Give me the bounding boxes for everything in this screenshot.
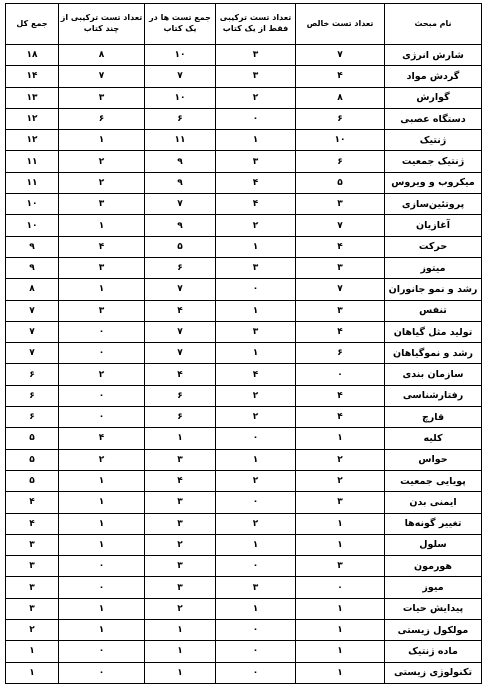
cell-topic: سلول	[385, 534, 482, 555]
cell-total-one-book: ۳	[145, 556, 216, 577]
table-row	[6, 492, 482, 513]
table-row	[6, 577, 482, 598]
cell-grand-total: ۱۲	[6, 108, 59, 129]
cell-total-one-book: ۱۱	[145, 130, 216, 151]
cell-combo-one-book: ۱	[216, 534, 296, 555]
cell-grand-total: ۳	[6, 598, 59, 619]
table-row	[6, 108, 482, 129]
cell-combo-multi-book: ۷	[59, 66, 145, 87]
cell-combo-one-book: ۱	[216, 300, 296, 321]
cell-single: ۵	[296, 172, 385, 193]
cell-single: ۷	[296, 215, 385, 236]
cell-topic: رفتارشناسی	[385, 385, 482, 406]
cell-combo-multi-book: ۱	[59, 534, 145, 555]
header-combo-one-book: تعداد تست ترکیبی فقط از یک کتاب	[216, 4, 296, 45]
cell-topic: پویایی جمعیت	[385, 470, 482, 491]
table-row	[6, 257, 482, 278]
table-row	[6, 45, 482, 66]
cell-grand-total: ۱۰	[6, 215, 59, 236]
cell-topic: آغازیان	[385, 215, 482, 236]
cell-combo-one-book: ۲	[216, 513, 296, 534]
cell-topic: تولید مثل گیاهان	[385, 321, 482, 342]
cell-combo-multi-book: ۳	[59, 300, 145, 321]
cell-grand-total: ۱۸	[6, 45, 59, 66]
cell-grand-total: ۹	[6, 236, 59, 257]
cell-combo-multi-book: ۰	[59, 556, 145, 577]
table-row	[6, 662, 482, 683]
cell-combo-one-book: ۰	[216, 492, 296, 513]
cell-total-one-book: ۲	[145, 534, 216, 555]
cell-single: ۱	[296, 534, 385, 555]
cell-total-one-book: ۱	[145, 641, 216, 662]
cell-grand-total: ۱۰	[6, 194, 59, 215]
cell-total-one-book: ۶	[145, 108, 216, 129]
cell-combo-multi-book: ۰	[59, 407, 145, 428]
cell-combo-one-book: ۰	[216, 279, 296, 300]
cell-grand-total: ۱	[6, 641, 59, 662]
cell-grand-total: ۷	[6, 321, 59, 342]
cell-combo-one-book: ۲	[216, 470, 296, 491]
table-row	[6, 172, 482, 193]
cell-topic: شارش انرژی	[385, 45, 482, 66]
cell-single: ۱	[296, 598, 385, 619]
cell-single: ۳	[296, 556, 385, 577]
table-row	[6, 343, 482, 364]
cell-combo-multi-book: ۱	[59, 470, 145, 491]
cell-combo-multi-book: ۳	[59, 257, 145, 278]
cell-combo-multi-book: ۳	[59, 87, 145, 108]
header-single: تعداد تست خالص	[296, 4, 385, 45]
cell-combo-multi-book: ۰	[59, 641, 145, 662]
cell-total-one-book: ۳	[145, 492, 216, 513]
cell-combo-multi-book: ۴	[59, 236, 145, 257]
cell-combo-multi-book: ۲	[59, 172, 145, 193]
cell-combo-one-book: ۱	[216, 343, 296, 364]
cell-total-one-book: ۳	[145, 577, 216, 598]
cell-combo-multi-book: ۱	[59, 279, 145, 300]
cell-single: ۱	[296, 662, 385, 683]
cell-single: ۷	[296, 45, 385, 66]
cell-topic: رشد و نمو جانوران	[385, 279, 482, 300]
table-row	[6, 279, 482, 300]
cell-topic: سازمان بندی	[385, 364, 482, 385]
cell-grand-total: ۵	[6, 428, 59, 449]
cell-combo-one-book: ۰	[216, 428, 296, 449]
cell-total-one-book: ۱	[145, 620, 216, 641]
cell-topic: ماده ژنتیک	[385, 641, 482, 662]
cell-topic: ایمنی بدن	[385, 492, 482, 513]
cell-combo-one-book: ۴	[216, 194, 296, 215]
table-row	[6, 449, 482, 470]
cell-single: ۰	[296, 364, 385, 385]
cell-topic: میکروب و ویروس	[385, 172, 482, 193]
cell-single: ۶	[296, 108, 385, 129]
table-row	[6, 194, 482, 215]
table-row	[6, 130, 482, 151]
cell-grand-total: ۱	[6, 662, 59, 683]
cell-total-one-book: ۷	[145, 279, 216, 300]
cell-combo-multi-book: ۲	[59, 364, 145, 385]
cell-single: ۸	[296, 87, 385, 108]
cell-topic: تنفس	[385, 300, 482, 321]
table-body	[6, 45, 482, 684]
cell-grand-total: ۱۴	[6, 66, 59, 87]
cell-topic: دستگاه عصبی	[385, 108, 482, 129]
cell-topic: مولکول زیستی	[385, 620, 482, 641]
cell-combo-one-book: ۰	[216, 641, 296, 662]
table-row	[6, 66, 482, 87]
cell-topic: پروتئین‌سازی	[385, 194, 482, 215]
header-total-one-book: جمع تست ها در یک کتاب	[145, 4, 216, 45]
cell-combo-one-book: ۱	[216, 130, 296, 151]
cell-combo-multi-book: ۲	[59, 151, 145, 172]
cell-combo-one-book: ۰	[216, 556, 296, 577]
cell-grand-total: ۳	[6, 534, 59, 555]
cell-total-one-book: ۲	[145, 598, 216, 619]
cell-combo-one-book: ۱	[216, 449, 296, 470]
cell-total-one-book: ۱۰	[145, 87, 216, 108]
cell-topic: کلیه	[385, 428, 482, 449]
cell-combo-one-book: ۴	[216, 172, 296, 193]
cell-topic: حواس	[385, 449, 482, 470]
cell-combo-multi-book: ۰	[59, 385, 145, 406]
cell-combo-one-book: ۳	[216, 66, 296, 87]
table-header-row	[6, 4, 482, 45]
cell-single: ۱	[296, 428, 385, 449]
cell-topic: قارچ	[385, 407, 482, 428]
cell-grand-total: ۷	[6, 300, 59, 321]
table-row	[6, 470, 482, 491]
cell-combo-multi-book: ۱	[59, 492, 145, 513]
cell-topic: میوز	[385, 577, 482, 598]
cell-grand-total: ۱۲	[6, 130, 59, 151]
cell-topic: رشد و نموگیاهان	[385, 343, 482, 364]
cell-single: ۴	[296, 236, 385, 257]
cell-total-one-book: ۷	[145, 66, 216, 87]
table-row	[6, 151, 482, 172]
cell-topic: گوارش	[385, 87, 482, 108]
cell-total-one-book: ۶	[145, 407, 216, 428]
cell-combo-multi-book: ۱	[59, 598, 145, 619]
table-row	[6, 534, 482, 555]
cell-combo-multi-book: ۲	[59, 449, 145, 470]
cell-grand-total: ۷	[6, 343, 59, 364]
table-row	[6, 364, 482, 385]
cell-combo-one-book: ۰	[216, 662, 296, 683]
cell-topic: گردش مواد	[385, 66, 482, 87]
cell-topic: ژنتیک جمعیت	[385, 151, 482, 172]
cell-total-one-book: ۶	[145, 257, 216, 278]
cell-single: ۰	[296, 577, 385, 598]
table-row	[6, 407, 482, 428]
cell-grand-total: ۴	[6, 492, 59, 513]
cell-single: ۳	[296, 300, 385, 321]
table-row	[6, 513, 482, 534]
cell-combo-multi-book: ۰	[59, 343, 145, 364]
cell-grand-total: ۶	[6, 407, 59, 428]
table-row	[6, 620, 482, 641]
cell-combo-multi-book: ۰	[59, 662, 145, 683]
cell-grand-total: ۸	[6, 279, 59, 300]
cell-single: ۳	[296, 194, 385, 215]
cell-combo-multi-book: ۱	[59, 513, 145, 534]
cell-combo-multi-book: ۱	[59, 215, 145, 236]
cell-grand-total: ۱۱	[6, 151, 59, 172]
table-row	[6, 641, 482, 662]
cell-single: ۶	[296, 343, 385, 364]
table-row	[6, 598, 482, 619]
cell-grand-total: ۱۱	[6, 172, 59, 193]
table-row	[6, 385, 482, 406]
cell-grand-total: ۵	[6, 470, 59, 491]
cell-combo-one-book: ۲	[216, 385, 296, 406]
cell-topic: تکنولوژی زیستی	[385, 662, 482, 683]
cell-single: ۱	[296, 513, 385, 534]
table-row	[6, 300, 482, 321]
cell-total-one-book: ۱	[145, 662, 216, 683]
cell-grand-total: ۳	[6, 577, 59, 598]
cell-single: ۴	[296, 321, 385, 342]
statistics-table-container	[5, 3, 481, 684]
table-row	[6, 215, 482, 236]
cell-grand-total: ۶	[6, 385, 59, 406]
cell-combo-one-book: ۲	[216, 407, 296, 428]
cell-combo-multi-book: ۶	[59, 108, 145, 129]
cell-combo-multi-book: ۰	[59, 577, 145, 598]
cell-combo-one-book: ۰	[216, 108, 296, 129]
cell-total-one-book: ۷	[145, 194, 216, 215]
cell-total-one-book: ۴	[145, 470, 216, 491]
cell-combo-multi-book: ۳	[59, 194, 145, 215]
cell-topic: میتوز	[385, 257, 482, 278]
cell-total-one-book: ۵	[145, 236, 216, 257]
table-row	[6, 236, 482, 257]
cell-topic: پیدایش حیات	[385, 598, 482, 619]
cell-combo-one-book: ۳	[216, 577, 296, 598]
cell-combo-one-book: ۲	[216, 215, 296, 236]
table-row	[6, 321, 482, 342]
table-row	[6, 428, 482, 449]
cell-single: ۱۰	[296, 130, 385, 151]
cell-topic: هورمون	[385, 556, 482, 577]
header-grand-total: جمع کل	[6, 4, 59, 45]
cell-total-one-book: ۴	[145, 364, 216, 385]
cell-total-one-book: ۷	[145, 321, 216, 342]
cell-total-one-book: ۹	[145, 215, 216, 236]
cell-single: ۴	[296, 385, 385, 406]
cell-single: ۱	[296, 641, 385, 662]
cell-grand-total: ۹	[6, 257, 59, 278]
cell-single: ۴	[296, 407, 385, 428]
cell-single: ۲	[296, 449, 385, 470]
topic-statistics-table	[5, 3, 482, 684]
cell-combo-one-book: ۲	[216, 87, 296, 108]
cell-combo-one-book: ۳	[216, 321, 296, 342]
cell-combo-one-book: ۳	[216, 257, 296, 278]
cell-single: ۳	[296, 257, 385, 278]
cell-total-one-book: ۳	[145, 513, 216, 534]
header-combo-multi-book: تعداد تست ترکیبی از چند کتاب	[59, 4, 145, 45]
cell-total-one-book: ۷	[145, 343, 216, 364]
cell-grand-total: ۲	[6, 620, 59, 641]
cell-total-one-book: ۳	[145, 449, 216, 470]
cell-combo-multi-book: ۰	[59, 321, 145, 342]
cell-combo-multi-book: ۴	[59, 428, 145, 449]
cell-single: ۱	[296, 620, 385, 641]
cell-combo-one-book: ۳	[216, 151, 296, 172]
cell-grand-total: ۳	[6, 556, 59, 577]
cell-combo-one-book: ۱	[216, 598, 296, 619]
cell-single: ۲	[296, 470, 385, 491]
cell-total-one-book: ۹	[145, 172, 216, 193]
cell-single: ۶	[296, 151, 385, 172]
cell-combo-one-book: ۴	[216, 364, 296, 385]
cell-single: ۷	[296, 279, 385, 300]
cell-topic: ژنتیک	[385, 130, 482, 151]
cell-grand-total: ۵	[6, 449, 59, 470]
cell-total-one-book: ۱	[145, 428, 216, 449]
cell-total-one-book: ۹	[145, 151, 216, 172]
table-row	[6, 556, 482, 577]
header-topic: نام مبحث	[385, 4, 482, 45]
cell-total-one-book: ۴	[145, 300, 216, 321]
cell-combo-one-book: ۰	[216, 620, 296, 641]
cell-total-one-book: ۱۰	[145, 45, 216, 66]
cell-topic: تغییر گونه‌ها	[385, 513, 482, 534]
cell-grand-total: ۶	[6, 364, 59, 385]
table-row	[6, 87, 482, 108]
cell-grand-total: ۴	[6, 513, 59, 534]
cell-combo-multi-book: ۸	[59, 45, 145, 66]
cell-combo-one-book: ۱	[216, 236, 296, 257]
cell-topic: حرکت	[385, 236, 482, 257]
cell-combo-multi-book: ۱	[59, 130, 145, 151]
cell-total-one-book: ۶	[145, 385, 216, 406]
cell-grand-total: ۱۳	[6, 87, 59, 108]
cell-combo-multi-book: ۱	[59, 620, 145, 641]
cell-combo-one-book: ۳	[216, 45, 296, 66]
cell-single: ۴	[296, 66, 385, 87]
cell-single: ۳	[296, 492, 385, 513]
